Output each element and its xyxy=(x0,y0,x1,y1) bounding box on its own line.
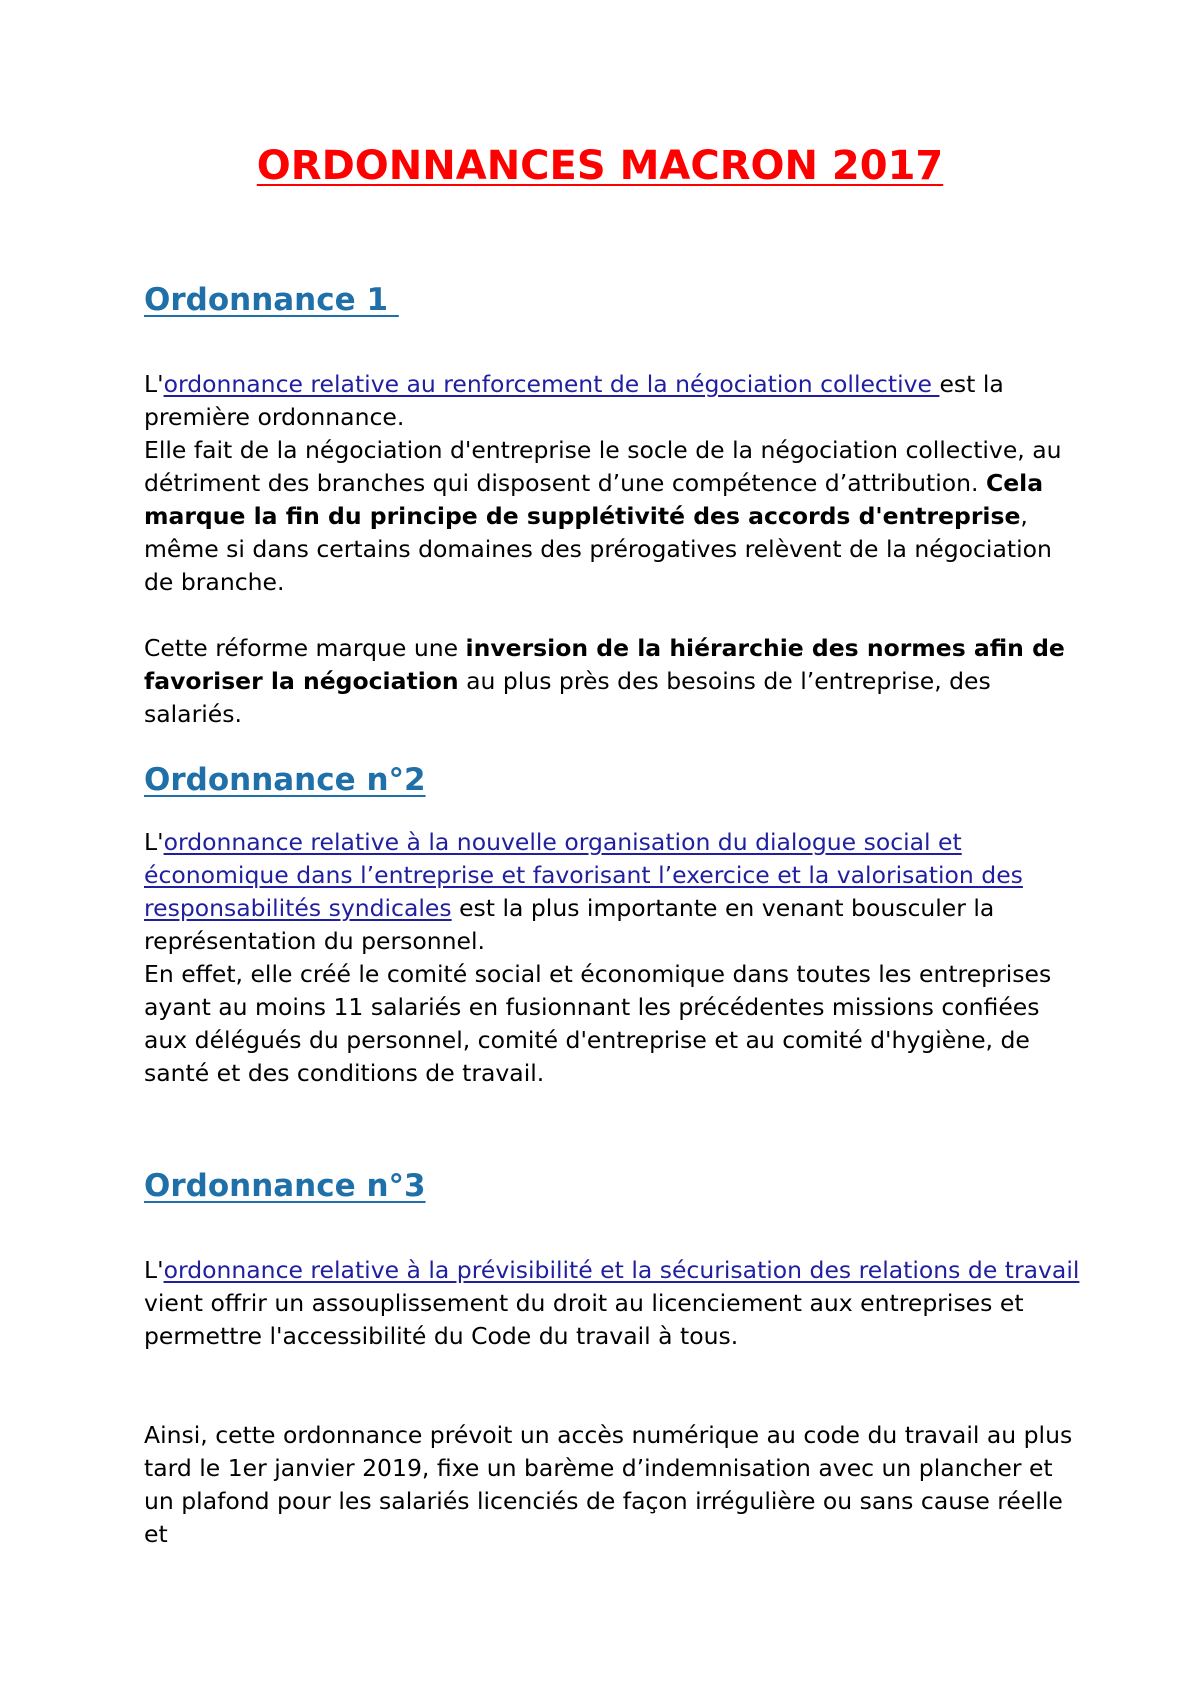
section-2-paragraph-1 xyxy=(144,826,1084,958)
text-after-link: est la première ordonnance. xyxy=(144,370,1004,431)
text-prefix: L' xyxy=(144,828,164,856)
ordonnance-1-link[interactable]: ordonnance relative au renforcement de la négociation collective xyxy=(163,370,940,398)
text-run: Elle fait de la négociation d'entreprise le socle de la négociation collective, au détriment des branches qui disposent d’une compétence d’attribution. xyxy=(144,436,1062,497)
section-1-paragraph-3 xyxy=(144,632,1084,731)
section-heading-3: Ordonnance n°3 xyxy=(144,1168,426,1204)
section-heading-2: Ordonnance n°2 xyxy=(144,762,426,798)
section-1-paragraph-2 xyxy=(144,434,1084,599)
text-prefix: L' xyxy=(144,370,164,398)
section-3-paragraph-2 xyxy=(144,1419,1084,1551)
section-2-paragraph-2 xyxy=(144,958,1084,1090)
text-run: , même si dans certains domaines des prérogatives relèvent de la négociation de branche. xyxy=(144,502,1052,596)
text-prefix: L' xyxy=(144,1256,164,1284)
section-1-paragraph-1 xyxy=(144,368,1084,434)
text-run: au plus près des besoins de l’entreprise, des salariés. xyxy=(144,667,991,728)
bold-text-run: Cela marque la fin du principe de supplétivité des accords d'entreprise xyxy=(144,469,1044,530)
ordonnance-2-link[interactable]: ordonnance relative à la nouvelle organisation du dialogue social et économique dans l’entreprise et favorisant l’exercice et la valorisation des responsabilités syndicales xyxy=(144,828,1023,922)
bold-text-run: inversion de la hiérarchie des normes afin de favoriser la négociation xyxy=(144,634,1065,695)
text-run: Ainsi, cette ordonnance prévoit un accès numérique au code du travail au plus tard le 1er janvier 2019, fixe un barème d’indemnisation avec un plancher et un plafond pour les salariés licenciés de façon irrégulière ou sans cause réelle et xyxy=(144,1421,1073,1548)
text-after-link: est la plus importante en venant bousculer la représentation du personnel. xyxy=(144,894,995,955)
document-title: ORDONNANCES MACRON 2017 xyxy=(256,143,944,189)
ordonnance-3-link[interactable]: ordonnance relative à la prévisibilité et la sécurisation des relations de travail xyxy=(163,1256,1080,1284)
text-run: Cette réforme marque une xyxy=(144,634,466,662)
section-3-paragraph-1 xyxy=(144,1254,1084,1353)
text-run: En effet, elle créé le comité social et économique dans toutes les entreprises ayant au moins 11 salariés en fusionnant les précédentes missions confiées aux délégués du personnel, comité d'entreprise et au comité d'hygiène, de santé et des conditions de travail. xyxy=(144,960,1052,1087)
text-after-link: vient offrir un assouplissement du droit au licenciement aux entreprises et permettre l'accessibilité du Code du travail à tous. xyxy=(144,1289,1024,1350)
section-heading-1: Ordonnance 1 xyxy=(144,282,399,318)
